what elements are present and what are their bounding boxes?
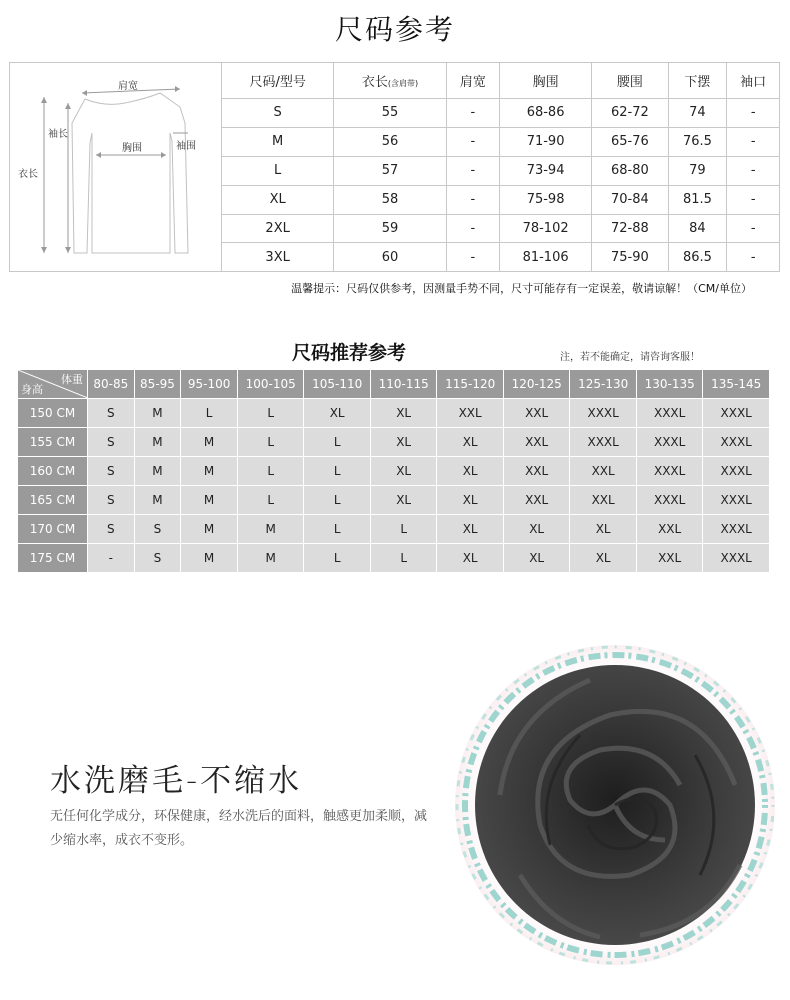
table-row — [18, 515, 770, 544]
weight-header: 110-115 — [370, 370, 437, 399]
size-cell: XL — [503, 515, 570, 544]
size-cell: XXL — [503, 428, 570, 457]
size-cell: XL — [437, 515, 504, 544]
size-cell: XXXL — [703, 544, 770, 573]
table-cell: 73-94 — [499, 156, 591, 185]
weight-header: 85-95 — [134, 370, 181, 399]
weight-header: 100-105 — [237, 370, 304, 399]
size-cell: XXXL — [703, 399, 770, 428]
table-cell: S — [222, 98, 334, 127]
size-table-header-cell: 袖口 — [727, 63, 779, 98]
recommend-header-row — [18, 370, 770, 399]
table-cell: 60 — [334, 243, 447, 271]
size-table-header — [222, 63, 779, 98]
table-cell: 74 — [668, 98, 727, 127]
weight-header: 115-120 — [437, 370, 504, 399]
size-table-header-cell: 尺码/型号 — [222, 63, 334, 98]
table-cell: - — [446, 98, 499, 127]
table-row — [18, 544, 770, 573]
table-row — [222, 156, 779, 185]
table-row — [18, 399, 770, 428]
size-cell: XL — [437, 428, 504, 457]
size-cell: XL — [304, 399, 371, 428]
height-cell: 165 CM — [18, 486, 88, 515]
size-cell: S — [134, 515, 181, 544]
size-cell: M — [134, 457, 181, 486]
size-table-header-cell: 胸围 — [499, 63, 591, 98]
garment-diagram — [10, 63, 222, 271]
weight-header: 95-100 — [181, 370, 238, 399]
height-cell: 150 CM — [18, 399, 88, 428]
fabric-swirl-image — [440, 625, 780, 989]
shoulder-label: 肩宽 — [118, 81, 138, 92]
table-cell: 65-76 — [592, 127, 668, 156]
size-cell: L — [304, 428, 371, 457]
table-cell: 70-84 — [592, 185, 668, 214]
size-cell: XXXL — [703, 515, 770, 544]
table-cell: 57 — [334, 156, 447, 185]
size-cell: S — [88, 428, 135, 457]
size-cell: L — [237, 399, 304, 428]
size-cell: XXXL — [703, 486, 770, 515]
recommend-title: 尺码推荐参考 — [292, 342, 407, 364]
table-cell: 58 — [334, 185, 447, 214]
table-row — [18, 486, 770, 515]
weight-header: 105-110 — [304, 370, 371, 399]
page-title: 尺码参考 — [334, 13, 455, 46]
table-cell: 76.5 — [668, 127, 727, 156]
size-table — [222, 63, 779, 271]
size-cell: L — [181, 399, 238, 428]
length-header-text: 衣长 — [361, 74, 388, 90]
table-row — [222, 185, 779, 214]
size-cell: XL — [370, 457, 437, 486]
table-row — [18, 428, 770, 457]
size-cell: XL — [370, 486, 437, 515]
size-cell: L — [370, 544, 437, 573]
weight-header: 80-85 — [88, 370, 135, 399]
size-cell: XXXL — [636, 457, 703, 486]
size-cell: M — [134, 428, 181, 457]
table-cell: XL — [222, 185, 334, 214]
size-cell: XL — [437, 544, 504, 573]
table-cell: 84 — [668, 214, 727, 243]
table-cell: - — [446, 156, 499, 185]
size-cell: XXXL — [570, 428, 637, 457]
recommend-table — [17, 369, 770, 573]
size-cell: - — [88, 544, 135, 573]
size-cell: XL — [370, 399, 437, 428]
sleeve-label: 袖长 — [48, 129, 68, 140]
table-cell: 55 — [334, 98, 447, 127]
size-cell: XXL — [636, 544, 703, 573]
size-chart-box — [9, 62, 780, 272]
height-cell: 175 CM — [18, 544, 88, 573]
size-cell: S — [88, 486, 135, 515]
shirt-outline-icon — [10, 63, 222, 271]
size-cell: L — [370, 515, 437, 544]
table-cell: 56 — [334, 127, 447, 156]
size-cell: XXL — [570, 486, 637, 515]
table-cell: 75-90 — [592, 243, 668, 271]
table-cell: - — [727, 243, 779, 271]
size-table-header-cell — [334, 63, 447, 98]
length-label: 衣长 — [18, 169, 38, 180]
table-cell: 59 — [334, 214, 447, 243]
size-cell: L — [304, 457, 371, 486]
size-cell: XL — [437, 486, 504, 515]
table-cell: - — [727, 214, 779, 243]
table-row — [222, 243, 779, 271]
size-cell: M — [134, 486, 181, 515]
table-cell: - — [446, 185, 499, 214]
size-cell: L — [237, 428, 304, 457]
size-cell: XL — [437, 457, 504, 486]
table-cell: - — [727, 185, 779, 214]
table-cell: 81-106 — [499, 243, 591, 271]
fabric-swirl-icon — [440, 625, 780, 985]
size-cell: XXL — [503, 457, 570, 486]
table-cell: 86.5 — [668, 243, 727, 271]
height-cell: 170 CM — [18, 515, 88, 544]
weight-header: 125-130 — [570, 370, 637, 399]
table-cell: 75-98 — [499, 185, 591, 214]
table-cell: M — [222, 127, 334, 156]
table-cell: 68-80 — [592, 156, 668, 185]
table-cell: - — [727, 127, 779, 156]
size-cell: L — [304, 544, 371, 573]
size-cell: XXXL — [636, 399, 703, 428]
recommend-note: 注，若不能确定，请咨询客服！ — [560, 352, 700, 363]
size-cell: S — [88, 515, 135, 544]
size-cell: XXXL — [703, 457, 770, 486]
weight-header: 120-125 — [503, 370, 570, 399]
size-cell: S — [88, 399, 135, 428]
size-cell: M — [181, 544, 238, 573]
table-row — [222, 98, 779, 127]
size-cell: M — [134, 399, 181, 428]
size-cell: L — [237, 457, 304, 486]
length-header-note: (含肩带) — [387, 78, 419, 88]
table-cell: - — [446, 243, 499, 271]
table-cell: 68-86 — [499, 98, 591, 127]
size-cell: XL — [370, 428, 437, 457]
size-cell: S — [88, 457, 135, 486]
table-cell: 62-72 — [592, 98, 668, 127]
size-cell: M — [181, 457, 238, 486]
size-cell: XXXL — [703, 428, 770, 457]
table-cell: - — [727, 98, 779, 127]
size-table-header-cell: 下摆 — [668, 63, 727, 98]
table-cell: 3XL — [222, 243, 334, 271]
size-cell: XXL — [503, 486, 570, 515]
size-cell: M — [181, 428, 238, 457]
size-cell: L — [304, 486, 371, 515]
size-cell: XXXL — [636, 486, 703, 515]
table-cell: 72-88 — [592, 214, 668, 243]
table-cell: 81.5 — [668, 185, 727, 214]
chest-label: 胸围 — [122, 143, 142, 154]
size-cell: XXL — [570, 457, 637, 486]
size-tip: 温馨提示：尺码仅供参考，因测量手势不同，尺寸可能存有一定误差，敬请谅解！（CM/单位） — [291, 282, 752, 295]
table-cell: 71-90 — [499, 127, 591, 156]
cuff-label: 袖围 — [176, 141, 196, 152]
table-cell: - — [446, 127, 499, 156]
size-table-header-cell: 腰围 — [592, 63, 668, 98]
table-row — [18, 457, 770, 486]
size-cell: XXL — [503, 399, 570, 428]
size-cell: M — [237, 544, 304, 573]
height-cell: 160 CM — [18, 457, 88, 486]
recommend-body — [18, 399, 770, 573]
size-cell: XL — [570, 515, 637, 544]
size-cell: XXXL — [570, 399, 637, 428]
weight-header: 130-135 — [636, 370, 703, 399]
table-row — [222, 127, 779, 156]
corner-cell — [18, 370, 88, 399]
size-cell: XXXL — [636, 428, 703, 457]
table-row — [222, 214, 779, 243]
weight-header: 135-145 — [703, 370, 770, 399]
size-cell: S — [134, 544, 181, 573]
table-cell: - — [727, 156, 779, 185]
table-cell: 79 — [668, 156, 727, 185]
size-table-header-cell: 肩宽 — [446, 63, 499, 98]
height-label: 身高 — [21, 383, 43, 396]
wash-title: 水洗磨毛-不缩水 — [50, 763, 303, 799]
wash-description: 无任何化学成分，环保健康，经水洗后的面料，触感更加柔顺，减少缩水率，成衣不变形。 — [50, 809, 428, 848]
table-cell: L — [222, 156, 334, 185]
size-cell: M — [181, 486, 238, 515]
weight-label: 体重 — [61, 373, 83, 386]
size-cell: M — [181, 515, 238, 544]
table-cell: 78-102 — [499, 214, 591, 243]
height-cell: 155 CM — [18, 428, 88, 457]
size-cell: M — [237, 515, 304, 544]
size-cell: XXL — [437, 399, 504, 428]
size-cell: XXL — [636, 515, 703, 544]
table-cell: - — [446, 214, 499, 243]
size-cell: XL — [503, 544, 570, 573]
size-cell: L — [237, 486, 304, 515]
table-cell: 2XL — [222, 214, 334, 243]
size-cell: L — [304, 515, 371, 544]
size-cell: XL — [570, 544, 637, 573]
